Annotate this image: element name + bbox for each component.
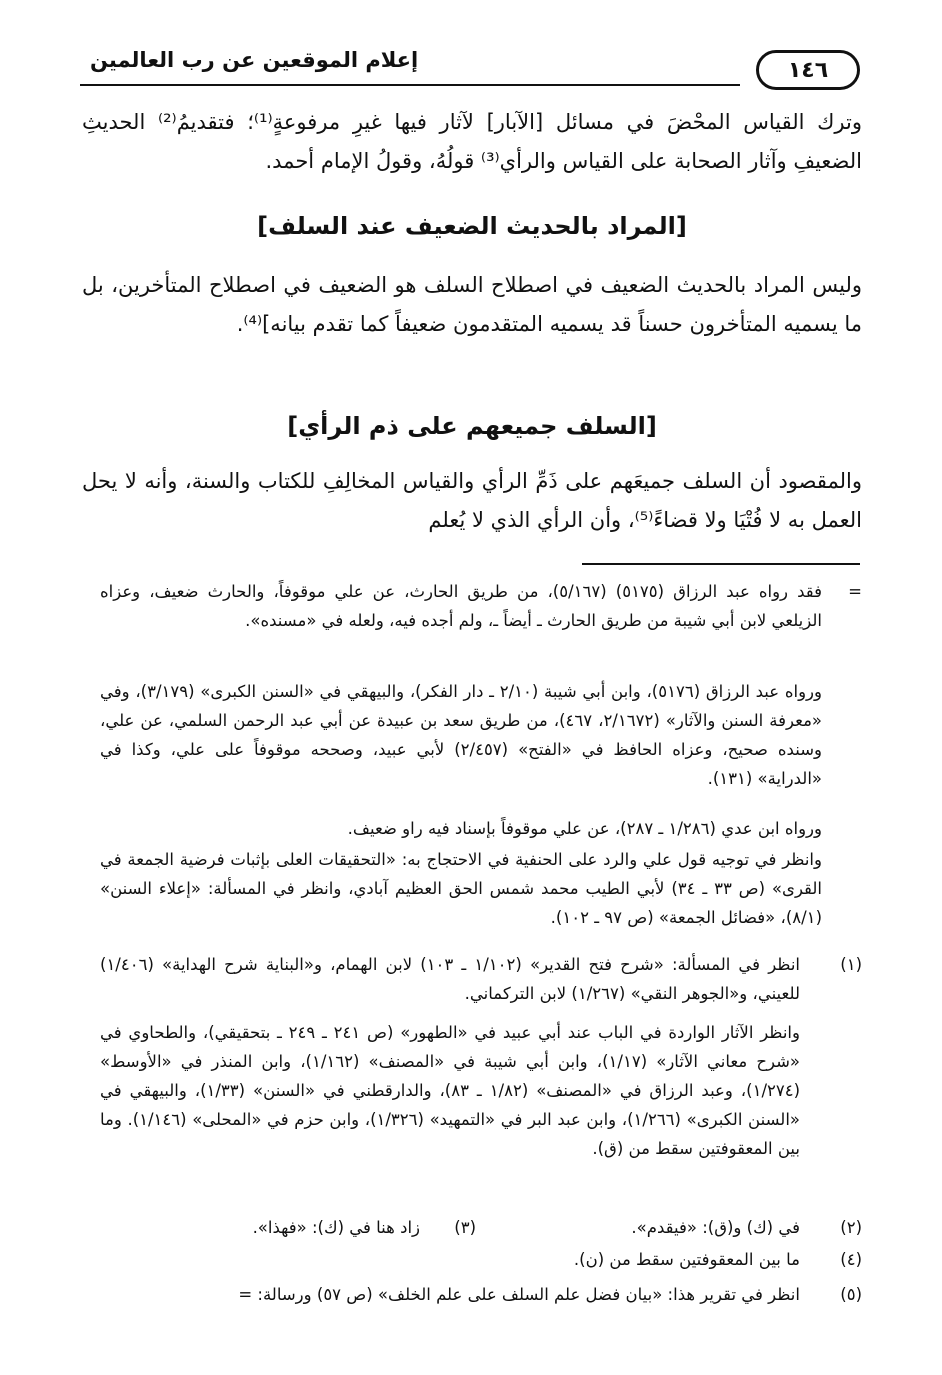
section-heading-salaf-rayy: [السلف جميعهم على ذم الرأي] xyxy=(287,412,657,440)
section-heading-weak-hadith: [المراد بالحديث الضعيف عند السلف] xyxy=(257,212,687,240)
footnote-continuation-marker: = xyxy=(848,582,862,601)
footnote-5-number: (٥) xyxy=(840,1285,862,1304)
footnote-3-text: زاد هنا في (ك): «فهذا». xyxy=(252,1218,420,1237)
footnote-1-number: (١) xyxy=(840,955,862,974)
footnote-3-number: (٣) xyxy=(454,1218,476,1237)
footnote-continued-p4: وانظر في توجيه قول علي والرد على الحنفية في الاحتجاج به: «التحقيقات العلى بإثبات فرضية الجمعة في القرى» (ص ٣٣ ـ ٣٤) لأبي الطيب محمد شمس الحق العظيم آبادي، وانظر في المسألة: «إعلاء السنن» (٨/١)، «فضائل الجمعة» (ص ٩٧ ـ ١٠٢). xyxy=(100,850,823,927)
footnote-5-text: انظر في تقرير هذا: «بيان فضل علم السلف على علم الخلف» (ص ٥٧) ورسالة: = xyxy=(238,1285,800,1304)
body-paragraph-2: وليس المراد بالحديث الضعيف في اصطلاح السلف هو الضعيف في اصطلاح المتأخرين، بل ما يسميه المتأخرون حسناً قد يسميه المتقدمون ضعيفاً كما تقدم بيانه]⁽⁴⁾. xyxy=(82,273,862,336)
footnote-1-p1: انظر في المسألة: «شرح فتح القدير» (١/١٠٢ ـ ١٠٣) لابن الهمام، و«البناية شرح الهداية» (١/٤٠٦) للعيني، و«الجوهر النقي» (١/٢٦٧) لابن التركماني. xyxy=(100,955,801,1003)
footnote-separator xyxy=(582,563,860,565)
footnote-4-text: ما بين المعقوفتين سقط من (ن). xyxy=(573,1250,800,1269)
header-rule xyxy=(80,84,740,86)
footnote-1-p2: وانظر الآثار الواردة في الباب عند أبي عبيد في «الطهور» (ص ٢٤١ ـ ٢٤٩ ـ بتحقيقي)، والطحاوي في «شرح معاني الآثار» (١/١٧)، وابن أبي شيبة في «المصنف» (١/١٦٢)، وابن المنذر في «الأوسط» (١/٢٧٤)، وعبد الرزاق في «المصنف» (١/٨٢ ـ ٨٣)، والدارقطني في «السنن» (١/٣٣)، والبيهقي في «السنن الكبرى» (١/٢٦٦)، وابن عبد البر في «التمهيد» (١/٣٢٦)، وابن حزم في «المحلى» (١/١٤٦). وما بين المعقوفتين سقط من (ق). xyxy=(100,1023,801,1158)
footnote-2-number: (٢) xyxy=(840,1218,862,1237)
body-paragraph-1: وترك القياس المحْضَ في مسائل [الآبار] لآثار فيها غيرِ مرفوعةٍ⁽¹⁾؛ فتقديمُ⁽²⁾ الحديثِ الضعيفِ وآثار الصحابة على القياس والرأي⁽³⁾ قولُهُ، وقولُ الإمام أحمد. xyxy=(82,110,862,173)
footnote-continued-p3: ورواه ابن عدي (١/٢٨٦ ـ ٢٨٧)، عن علي موقوفاً بإسناد فيه راو ضعيف. xyxy=(347,819,822,838)
footnote-continued-p2: ورواه عبد الرزاق (٥١٧٦)، وابن أبي شيبة (٢/١٠ ـ دار الفكر)، والبيهقي في «السنن الكبرى» (٣/١٧٩)، وفي «معرفة السنن والآثار» (٢/١٦٧٢، ٤٦٧)، من طريق سعد بن عبيدة عن أبي عبد الرحمن السلمي، عن علي، وسنده صحيح، وعزاه الحافظ في «الفتح» (٢/٤٥٧) لأبي عبيد، وصححه موقوفاً على علي، وكذا في «الدراية» (١٣١). xyxy=(100,682,822,788)
footnote-2-text: في (ك) و(ق): «فيقدم». xyxy=(631,1218,800,1237)
page-number: ١٤٦ xyxy=(756,50,860,90)
footnote-4-number: (٤) xyxy=(840,1250,862,1269)
footnote-continued-p1: فقد رواه عبد الرزاق (٥١٧٥) (٥/١٦٧)، من طريق الحارث، عن علي موقوفاً، والحارث ضعيف، وعزاه الزيلعي لابن أبي شيبة من طريق الحارث ـ أيضاً ـ، ولم أجده فيه، ولعله في «مسنده». xyxy=(100,582,822,630)
body-paragraph-3: والمقصود أن السلف جميعَهم على ذَمِّ الرأي والقياس المخالِفِ للكتاب والسنة، وأنه لا يحل العمل به لا فُتْيَا ولا قضاءً⁽⁵⁾، وأن الرأي الذي لا يُعلم xyxy=(82,469,862,532)
running-title: إعلام الموقعين عن رب العالمين xyxy=(90,48,419,72)
page-header xyxy=(80,44,860,94)
